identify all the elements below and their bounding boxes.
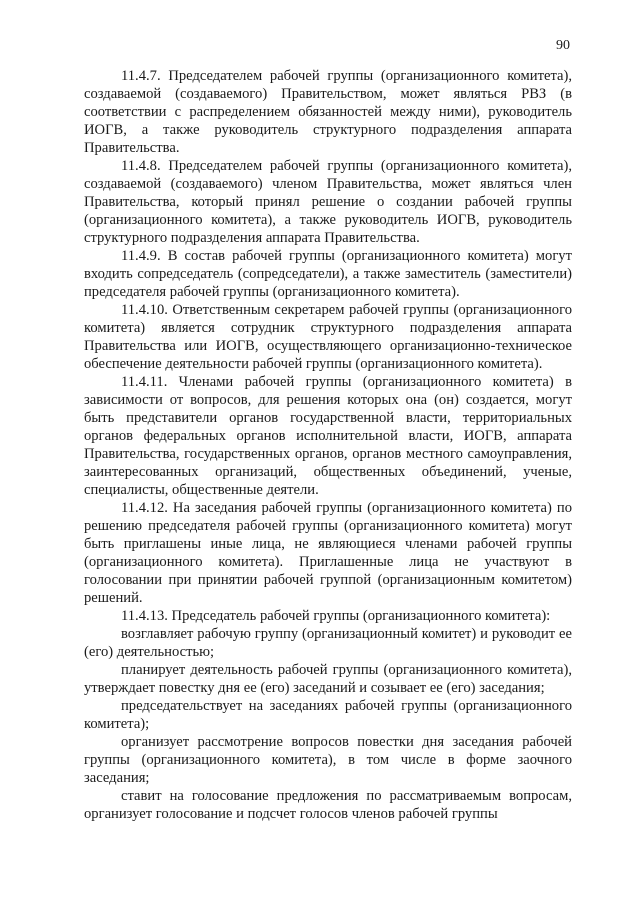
chair-duty-item: планирует деятельность рабочей группы (организационного комитета), утверждает повестку дня ее (его) заседаний и созывает ее (его) заседания; — [84, 662, 572, 696]
document-body — [84, 67, 572, 823]
paragraph-11-4-8: 11.4.8. Председателем рабочей группы (организационного комитета), создаваемой (создаваемого) членом Правительства, может являться член Правительства, который принял решение о создании рабочей группы (организационного комитета), а также руководитель ИОГВ, руководитель структурного подразделения аппарата Правительства. — [84, 158, 572, 246]
page-number: 90 — [556, 38, 570, 53]
chair-duty-item: ставит на голосование предложения по рассматриваемым вопросам, организует голосование и подсчет голосов членов рабочей группы — [84, 788, 572, 822]
chair-duty-item: возглавляет рабочую группу (организационный комитет) и руководит ее (его) деятельностью; — [84, 626, 572, 660]
paragraph-11-4-7: 11.4.7. Председателем рабочей группы (организационного комитета), создаваемой (создаваемого) Правительством, может являться РВЗ (в соответствии с распределением обязанностей между ними), руководитель ИОГВ, а также руководитель структурного подразделения аппарата Правительства. — [84, 68, 572, 156]
paragraph-11-4-12: 11.4.12. На заседания рабочей группы (организационного комитета) по решению председателя рабочей группы (организационного комитета) могут быть приглашены иные лица, не являющиеся членами рабочей группы (организационного комитета). Приглашенные лица не участвуют в голосовании при принятии рабочей группой (организационным комитетом) решений. — [84, 500, 572, 606]
chair-duty-item: организует рассмотрение вопросов повестки дня заседания рабочей группы (организационного комитета), в том числе в форме заочного заседания; — [84, 734, 572, 786]
paragraph-11-4-11: 11.4.11. Членами рабочей группы (организационного комитета) в зависимости от вопросов, для решения которых она (он) создается, могут быть представители органов государственной власти, территориальных органов федеральных органов исполнительной власти, ИОГВ, аппарата Правительства, государственных органов, органов местного самоуправления, заинтересованных организаций, общественных объединений, ученые, специалисты, общественные деятели. — [84, 374, 572, 498]
paragraph-11-4-9: 11.4.9. В состав рабочей группы (организационного комитета) могут входить сопредседатель (сопредседатели), а также заместитель (заместители) председателя рабочей группы (организационного комитета). — [84, 248, 572, 300]
chair-duty-item: председательствует на заседаниях рабочей группы (организационного комитета); — [84, 698, 572, 732]
paragraph-11-4-13: 11.4.13. Председатель рабочей группы (организационного комитета): — [121, 608, 551, 624]
paragraph-11-4-10: 11.4.10. Ответственным секретарем рабочей группы (организационного комитета) является сотрудник структурного подразделения аппарата Правительства или ИОГВ, осуществляющего организационно-техническое обеспечение деятельности рабочей группы (организационного комитета). — [84, 302, 572, 372]
